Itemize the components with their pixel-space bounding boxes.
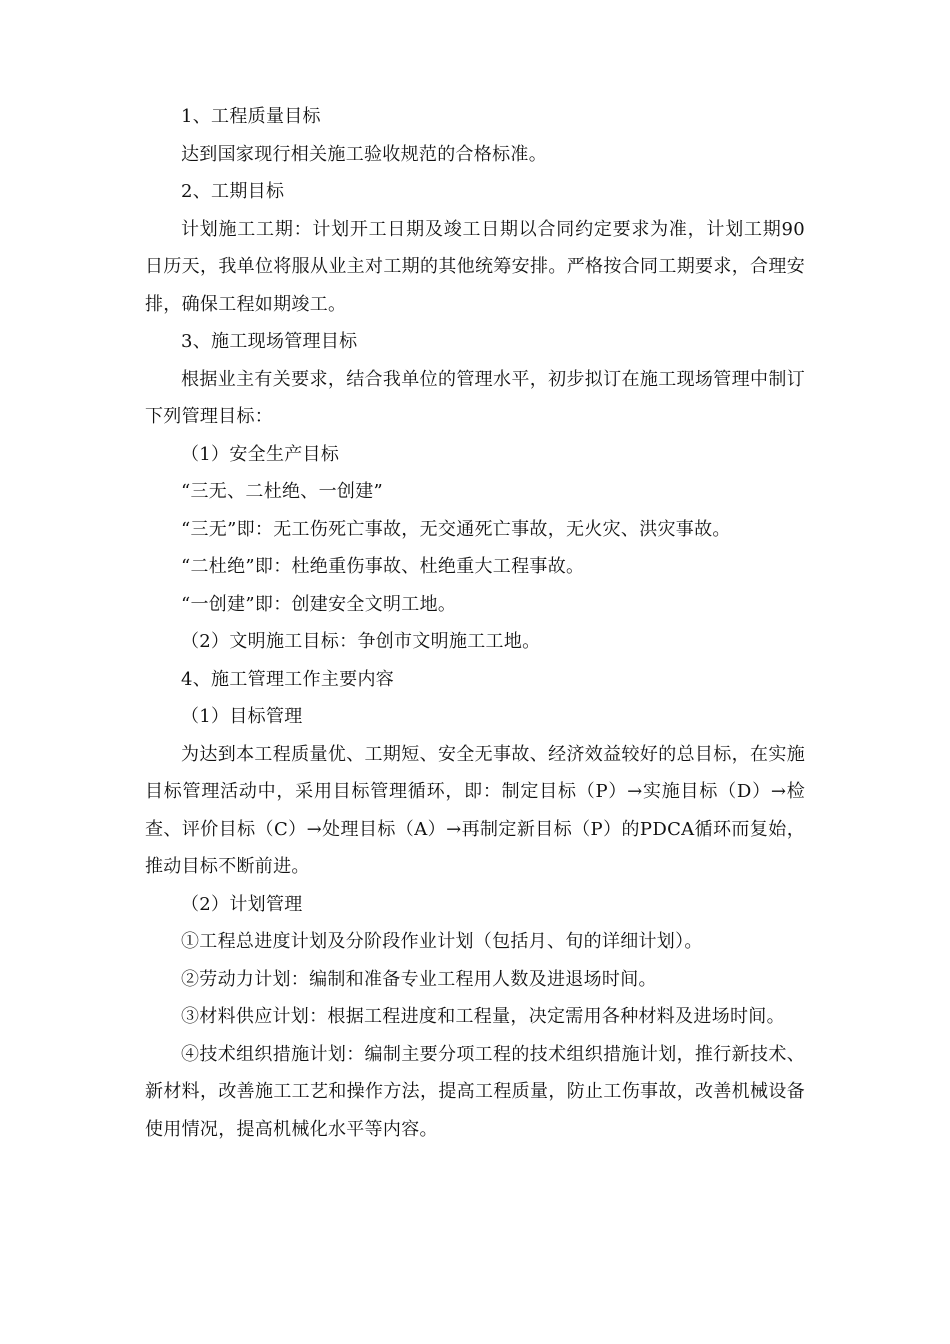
paragraph-quality-standard: 达到国家现行相关施工验收规范的合格标准。 xyxy=(181,143,547,165)
subheading-safety-target: （1）安全生产目标 xyxy=(181,443,340,465)
subheading-civilized-construction: （2）文明施工目标：争创市文明施工工地。 xyxy=(181,631,541,652)
list-item-labor-plan: ②劳动力计划：编制和准备专业工程用人数及进退场时间。 xyxy=(181,968,657,990)
paragraph-two-eliminate: “二杜绝”即：杜绝重伤事故、杜绝重大工程事故。 xyxy=(181,556,585,577)
paragraph-three-no: “三无”即：无工伤死亡事故，无交通死亡事故，无火灾、洪灾事故。 xyxy=(181,518,731,540)
paragraph-one-create: “一创建”即：创建安全文明工地。 xyxy=(181,593,457,615)
heading-site-management-target: 3、施工现场管理目标 xyxy=(181,331,358,352)
subheading-target-management: （1）目标管理 xyxy=(181,706,303,727)
paragraph-pdca-cycle: 为达到本工程质量优、工期短、安全无事故、经济效益较好的总目标，在实施目标管理活动中，采用目标管理循环，即：制定目标（P）→实施目标（D）→检查、评价目标（C）→处理目标（A）→再制定新目标（P）的PDCA循环而复始，推动目标不断前进。 xyxy=(145,743,805,877)
heading-management-content: 4、施工管理工作主要内容 xyxy=(181,668,395,690)
list-item-technical-plan: ④技术组织措施计划：编制主要分项工程的技术组织措施计划，推行新技术、新材料，改善施工工艺和操作方法，提高工程质量，防止工伤事故，改善机械设备使用情况，提高机械化水平等内容。 xyxy=(145,1043,805,1140)
list-item-master-schedule: ①工程总进度计划及分阶段作业计划（包括月、旬的详细计划）。 xyxy=(181,931,703,952)
paragraph-site-management-intro: 根据业主有关要求，结合我单位的管理水平，初步拟订在施工现场管理中制订下列管理目标： xyxy=(145,368,805,427)
paragraph-schedule-plan: 计划施工工期：计划开工日期及竣工日期以合同约定要求为准，计划工期90日历天，我单位将服从业主对工期的其他统筹安排。严格按合同工期要求，合理安排，确保工程如期竣工。 xyxy=(145,218,805,315)
heading-quality-target: 1、工程质量目标 xyxy=(181,106,321,127)
subheading-plan-management: （2）计划管理 xyxy=(181,893,303,915)
document-body xyxy=(145,98,805,1148)
list-item-material-plan: ③材料供应计划：根据工程进度和工程量，决定需用各种材料及进场时间。 xyxy=(181,1006,785,1027)
paragraph-safety-slogan: “三无、二杜绝、一创建” xyxy=(181,481,384,502)
heading-schedule-target: 2、工期目标 xyxy=(181,181,285,202)
